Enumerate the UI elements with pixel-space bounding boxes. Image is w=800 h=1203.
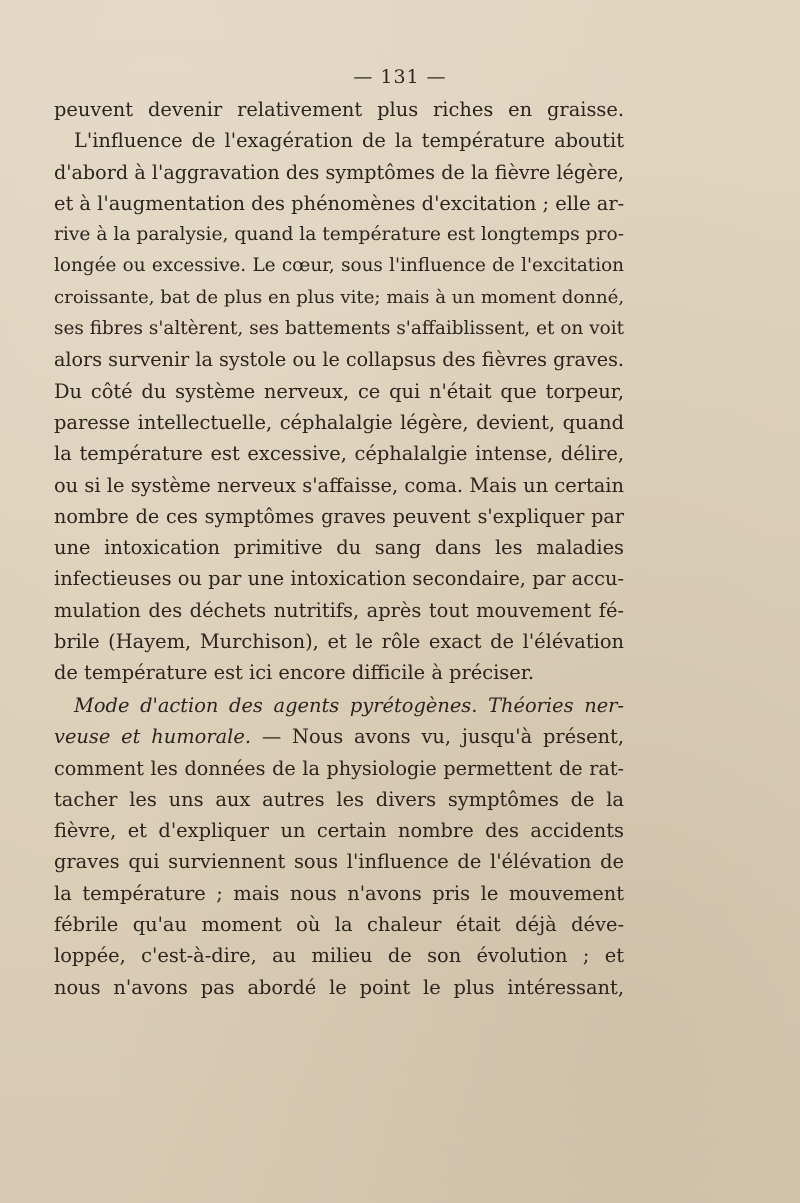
paragraph-fever-effects: [54, 94, 624, 689]
text-line: tacher les uns aux autres les divers symptômes de la: [54, 787, 624, 811]
text-line: la température ; mais nous n'avons pris le mouvement: [54, 881, 624, 905]
text-line: alors survenir la systole ou le collapsus des fièvres graves.: [54, 348, 624, 372]
section-heading-continued: veuse et humorale.: [54, 725, 251, 749]
text-line: d'abord à l'aggravation des symptômes de la fièvre légère,: [54, 160, 624, 184]
text-line: une intoxication primitive du sang dans les maladies: [54, 536, 624, 560]
text-line: graves qui surviennent sous l'influence de l'élévation de: [54, 850, 624, 874]
text-line: ou si le système nerveux s'affaisse, coma. Mais un certain: [54, 473, 624, 497]
text-line: la température est excessive, céphalalgie intense, délire,: [54, 442, 624, 466]
text-line: peuvent devenir relativement plus riches en graisse.: [54, 98, 624, 121]
text-line: nous n'avons pas abordé le point le plus intéressant,: [54, 975, 624, 999]
text-line: comment les données de la physiologie permettent de rat-: [54, 756, 624, 780]
page-number: — 131 —: [353, 66, 447, 88]
text-line: nombre de ces symptômes graves peuvent s'expliquer par: [54, 504, 624, 528]
text-line: [54, 721, 624, 752]
text-line: rive à la paralysie, quand la température est longtemps pro-: [54, 224, 624, 246]
text-line: fébrile qu'au moment où la chaleur était déjà déve-: [54, 913, 624, 937]
section-heading: Mode d'action des agents pyrétogènes. Théories ner-: [74, 694, 624, 717]
text-line: paresse intellectuelle, céphalalgie légère, devient, quand: [54, 410, 624, 434]
text-line: loppée, c'est-à-dire, au milieu de son évolution ; et: [54, 944, 624, 968]
text-line: brile (Hayem, Murchison), et le rôle exact de l'élévation: [54, 630, 624, 654]
text-line: fièvre, et d'expliquer un certain nombre des accidents: [54, 819, 624, 843]
paragraph-mode-of-action: [54, 690, 624, 1003]
text-line: mulation des déchets nutritifs, après tout mouvement fé-: [54, 598, 624, 622]
text-line: ses fibres s'altèrent, ses battements s'affaiblissent, et on voit: [54, 318, 624, 340]
text-line: de température est ici encore difficile à préciser.: [54, 661, 534, 685]
text-line: et à l'augmentation des phénomènes d'excitation ; elle ar-: [54, 191, 625, 215]
text-line: longée ou excessive. Le cœur, sous l'influence de l'excitation: [54, 255, 624, 277]
text-line: L'influence de l'exagération de la température aboutit: [74, 129, 624, 153]
text-segment: — Nous avons vu, jusqu'à présent,: [251, 725, 624, 749]
text-line: infectieuses ou par une intoxication secondaire, par accu-: [54, 567, 624, 591]
text-line: croissante, bat de plus en plus vite; mais à un moment donné,: [54, 286, 625, 308]
text-line: Du côté du système nerveux, ce qui n'était que torpeur,: [54, 379, 624, 403]
